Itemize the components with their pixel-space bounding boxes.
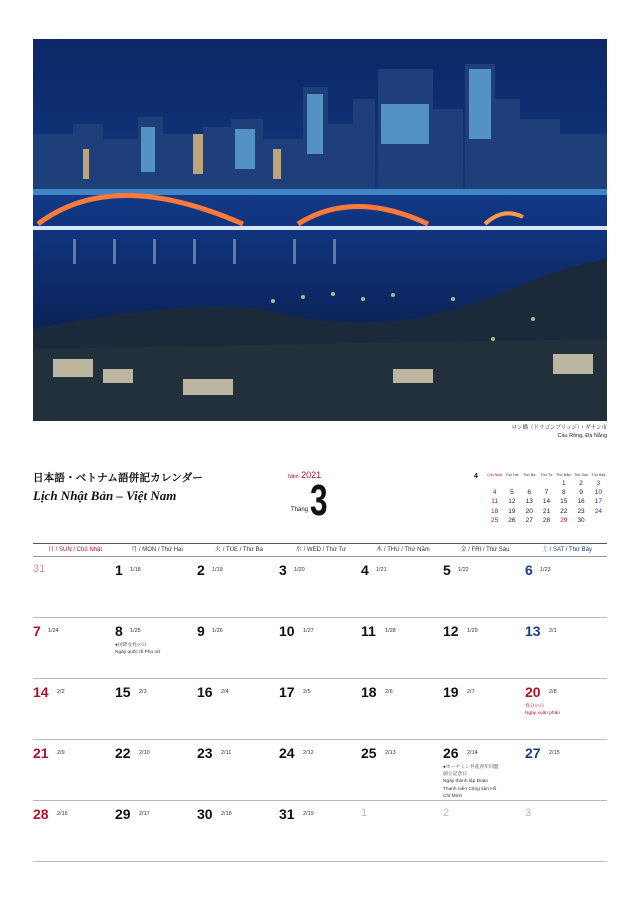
year-value: 2021 xyxy=(301,470,322,480)
weekday-header xyxy=(33,543,607,557)
caption-jp: ロン橋（ドラゴンブリッジ）・ダナン市 xyxy=(511,425,607,431)
lunar-date: 2/17 xyxy=(139,811,150,817)
lunar-date: 2/1 xyxy=(549,628,557,634)
lunar-date: 1/20 xyxy=(294,567,305,573)
week-row xyxy=(33,557,607,618)
mini-day xyxy=(521,479,538,488)
day-cell xyxy=(115,801,197,861)
mini-day: 1 xyxy=(561,480,566,487)
month-number: 3 xyxy=(310,476,328,525)
mini-day xyxy=(486,479,503,488)
day-cell xyxy=(443,618,525,678)
holiday-note-line: Ngày xuân phân xyxy=(525,711,560,717)
day-cell xyxy=(361,740,443,800)
lunar-date: 2/13 xyxy=(385,750,396,756)
calendar-title xyxy=(33,470,203,504)
mini-weekday-header: Thứ Bảy xyxy=(591,473,606,477)
mini-day: 29 xyxy=(560,516,568,524)
day-number: 27 xyxy=(525,745,541,761)
mini-day: 30 xyxy=(577,516,585,524)
mini-day: 24 xyxy=(594,507,602,515)
day-number: 8 xyxy=(115,623,123,639)
day-number: 25 xyxy=(361,745,377,761)
day-cell xyxy=(525,679,607,739)
caption-vn: Cầu Rồng, Đà Nẵng xyxy=(557,433,607,439)
day-number: 1 xyxy=(361,807,368,819)
day-number: 29 xyxy=(115,806,131,822)
day-cell xyxy=(443,557,525,617)
day-cell xyxy=(525,801,607,861)
mini-weekday-header: Thứ Năm xyxy=(556,473,572,477)
mini-day xyxy=(590,516,607,525)
month-grid xyxy=(33,543,607,862)
day-number: 4 xyxy=(361,562,369,578)
day-cell xyxy=(115,618,197,678)
lunar-date: 2/6 xyxy=(385,689,393,695)
lunar-date: 2/2 xyxy=(57,689,65,695)
lunar-date: 1/23 xyxy=(540,567,551,573)
day-cell xyxy=(197,740,279,800)
lunar-date: 2/3 xyxy=(139,689,147,695)
mini-day: 15 xyxy=(560,498,568,506)
mini-day: 27 xyxy=(525,516,533,524)
mini-day: 6 xyxy=(527,489,532,497)
lunar-date: 1/25 xyxy=(130,628,141,634)
day-cell xyxy=(197,557,279,617)
mini-weekday-header: Thứ Ba xyxy=(523,473,536,477)
lunar-date: 2/15 xyxy=(549,750,560,756)
weekday-label: 土 / SAT / Thứ Bảy xyxy=(541,547,593,553)
day-number: 3 xyxy=(279,562,287,578)
mini-day: 14 xyxy=(542,498,551,506)
lunar-date: 2/7 xyxy=(467,689,475,695)
weekday-label: 木 / THU / Thứ Năm xyxy=(376,547,430,553)
lunar-date: 1/24 xyxy=(48,628,59,634)
lunar-date: 1/19 xyxy=(212,567,223,573)
mini-month-number: 4 xyxy=(474,473,478,480)
day-cell xyxy=(525,557,607,617)
weekday-label: 水 / WED / Thứ Tư xyxy=(295,547,347,553)
day-cell xyxy=(197,801,279,861)
holiday-note-line: 創立記念日 xyxy=(443,772,467,778)
mini-day: 19 xyxy=(508,507,516,515)
day-cell xyxy=(525,740,607,800)
day-cell xyxy=(443,801,525,861)
month-header xyxy=(288,470,358,525)
mini-day: 21 xyxy=(542,507,551,515)
day-number: 16 xyxy=(197,684,213,700)
week-row xyxy=(33,740,607,801)
day-cell xyxy=(361,618,443,678)
day-cell xyxy=(115,740,197,800)
lunar-date: 1/22 xyxy=(458,567,469,573)
month-thang-label: Tháng xyxy=(291,507,309,513)
day-cell xyxy=(115,679,197,739)
day-cell xyxy=(279,801,361,861)
day-number: 17 xyxy=(279,684,295,700)
day-number: 18 xyxy=(361,684,377,700)
day-cell xyxy=(361,679,443,739)
holiday-note xyxy=(525,703,560,717)
lunar-date: 2/5 xyxy=(303,689,311,695)
lunar-date: 2/12 xyxy=(303,750,314,756)
lunar-date: 1/18 xyxy=(130,567,141,573)
day-cell xyxy=(279,618,361,678)
mini-day: 9 xyxy=(579,489,583,497)
day-cell xyxy=(279,679,361,739)
day-number: 14 xyxy=(33,684,49,700)
dragon-bridge-night-photo xyxy=(33,39,607,421)
day-number: 31 xyxy=(33,563,46,575)
mini-day: 17 xyxy=(594,498,602,506)
mini-day: 2 xyxy=(579,480,583,487)
mini-weekday-header: Thứ Hai xyxy=(505,473,519,477)
mini-day: 16 xyxy=(577,498,585,506)
mini-day: 26 xyxy=(508,516,516,524)
day-number: 15 xyxy=(115,684,131,700)
day-number: 20 xyxy=(525,684,541,700)
mini-day: 22 xyxy=(560,507,568,515)
week-row xyxy=(33,801,607,862)
title-jp: 日本語・ベトナム語併記カレンダー xyxy=(33,472,203,484)
day-number: 5 xyxy=(443,562,451,578)
lunar-date: 2/4 xyxy=(221,689,229,695)
lunar-date: 1/26 xyxy=(212,628,223,634)
lunar-date: 2/11 xyxy=(221,750,232,756)
year-label: Năm xyxy=(288,474,299,480)
mini-day: 18 xyxy=(491,507,499,515)
day-cell xyxy=(33,740,115,800)
day-number: 24 xyxy=(279,745,295,761)
lunar-date: 2/19 xyxy=(303,811,314,817)
day-number: 2 xyxy=(443,807,450,819)
day-number: 2 xyxy=(197,562,205,578)
holiday-note-line: ●国際女性の日 xyxy=(115,643,147,648)
day-cell xyxy=(279,740,361,800)
holiday-note xyxy=(115,642,160,656)
day-number: 22 xyxy=(115,745,131,761)
day-number: 31 xyxy=(279,806,295,822)
cover-photo xyxy=(33,39,607,421)
day-cell xyxy=(279,557,361,617)
lunar-date: 2/9 xyxy=(57,750,65,756)
day-number: 21 xyxy=(33,745,49,761)
week-row xyxy=(33,618,607,679)
lunar-date: 1/29 xyxy=(467,628,478,634)
day-cell xyxy=(525,618,607,678)
day-number: 7 xyxy=(33,623,41,639)
mini-day: 20 xyxy=(525,507,533,515)
day-number: 23 xyxy=(197,745,213,761)
photo-caption xyxy=(511,424,607,440)
lunar-date: 1/28 xyxy=(385,628,396,634)
day-number: 12 xyxy=(443,623,459,639)
lunar-date: 2/18 xyxy=(221,811,232,817)
lunar-date: 2/10 xyxy=(139,750,150,756)
lunar-date: 1/21 xyxy=(376,567,387,573)
mini-weekday-header: Chủ Nhật xyxy=(487,473,503,477)
holiday-note-line: Ngày quốc tế Phụ nữ xyxy=(115,650,161,656)
mini-day: 7 xyxy=(544,489,549,497)
day-cell xyxy=(443,740,525,800)
weeks xyxy=(33,557,607,862)
mini-calendar-grid xyxy=(486,471,607,525)
day-number: 26 xyxy=(443,745,459,761)
mini-day: 12 xyxy=(508,498,516,506)
mini-day: 3 xyxy=(596,480,601,487)
day-number: 1 xyxy=(115,562,123,578)
holiday-note-line: Ngày thành lập Đoàn xyxy=(443,779,489,785)
day-cell xyxy=(197,679,279,739)
holiday-note-line: ●ホーチミン共産青年同盟 xyxy=(443,765,499,770)
holiday-note-line: Thanh niên Cộng sản Hồ xyxy=(443,786,497,792)
mini-day xyxy=(538,479,555,488)
mini-day: 8 xyxy=(561,489,566,497)
mini-day: 5 xyxy=(510,489,514,497)
mini-day: 4 xyxy=(492,489,497,497)
day-cell xyxy=(33,679,115,739)
lunar-date: 2/14 xyxy=(467,750,478,756)
day-number: 13 xyxy=(525,623,541,639)
day-cell xyxy=(361,557,443,617)
title-vn: Lịch Nhật Bản – Việt Nam xyxy=(33,488,177,503)
mini-weekday-header: Thứ Sáu xyxy=(574,473,589,477)
day-cell xyxy=(33,618,115,678)
day-cell xyxy=(361,801,443,861)
weekday-label: 金 / FRI / Thứ Sáu xyxy=(460,547,510,553)
mini-day xyxy=(503,479,520,488)
day-cell xyxy=(33,801,115,861)
mini-day: 23 xyxy=(577,507,585,515)
day-cell xyxy=(197,618,279,678)
weekday-label: 月 / MON / Thứ Hai xyxy=(131,547,183,553)
mini-weekday-header: Thứ Tư xyxy=(540,473,553,477)
mini-day: 10 xyxy=(594,489,602,497)
day-cell xyxy=(115,557,197,617)
mini-day: 13 xyxy=(525,498,533,506)
day-number: 10 xyxy=(279,623,295,639)
lunar-date: 1/27 xyxy=(303,628,314,634)
day-number: 9 xyxy=(197,623,205,639)
lunar-date: 2/16 xyxy=(57,811,68,817)
mini-day: 11 xyxy=(491,498,499,506)
weekday-label: 火 / TUE / Thứ Ba xyxy=(215,547,263,553)
day-number: 11 xyxy=(361,623,376,639)
mini-day: 25 xyxy=(491,516,499,524)
day-cell xyxy=(33,557,115,617)
day-number: 6 xyxy=(525,562,533,578)
day-number: 3 xyxy=(525,807,532,819)
day-number: 30 xyxy=(197,806,213,822)
holiday-note xyxy=(443,764,499,800)
day-cell xyxy=(443,679,525,739)
mini-day: 28 xyxy=(542,516,551,524)
weekday-label: 日 / SUN / Chủ Nhật xyxy=(47,547,103,553)
holiday-note-line: Chí Minh xyxy=(443,793,463,799)
day-number: 28 xyxy=(33,806,49,822)
lunar-date: 2/8 xyxy=(549,689,557,695)
holiday-note-line: 春分の日 xyxy=(525,704,545,709)
day-number: 19 xyxy=(443,684,459,700)
week-row xyxy=(33,679,607,740)
